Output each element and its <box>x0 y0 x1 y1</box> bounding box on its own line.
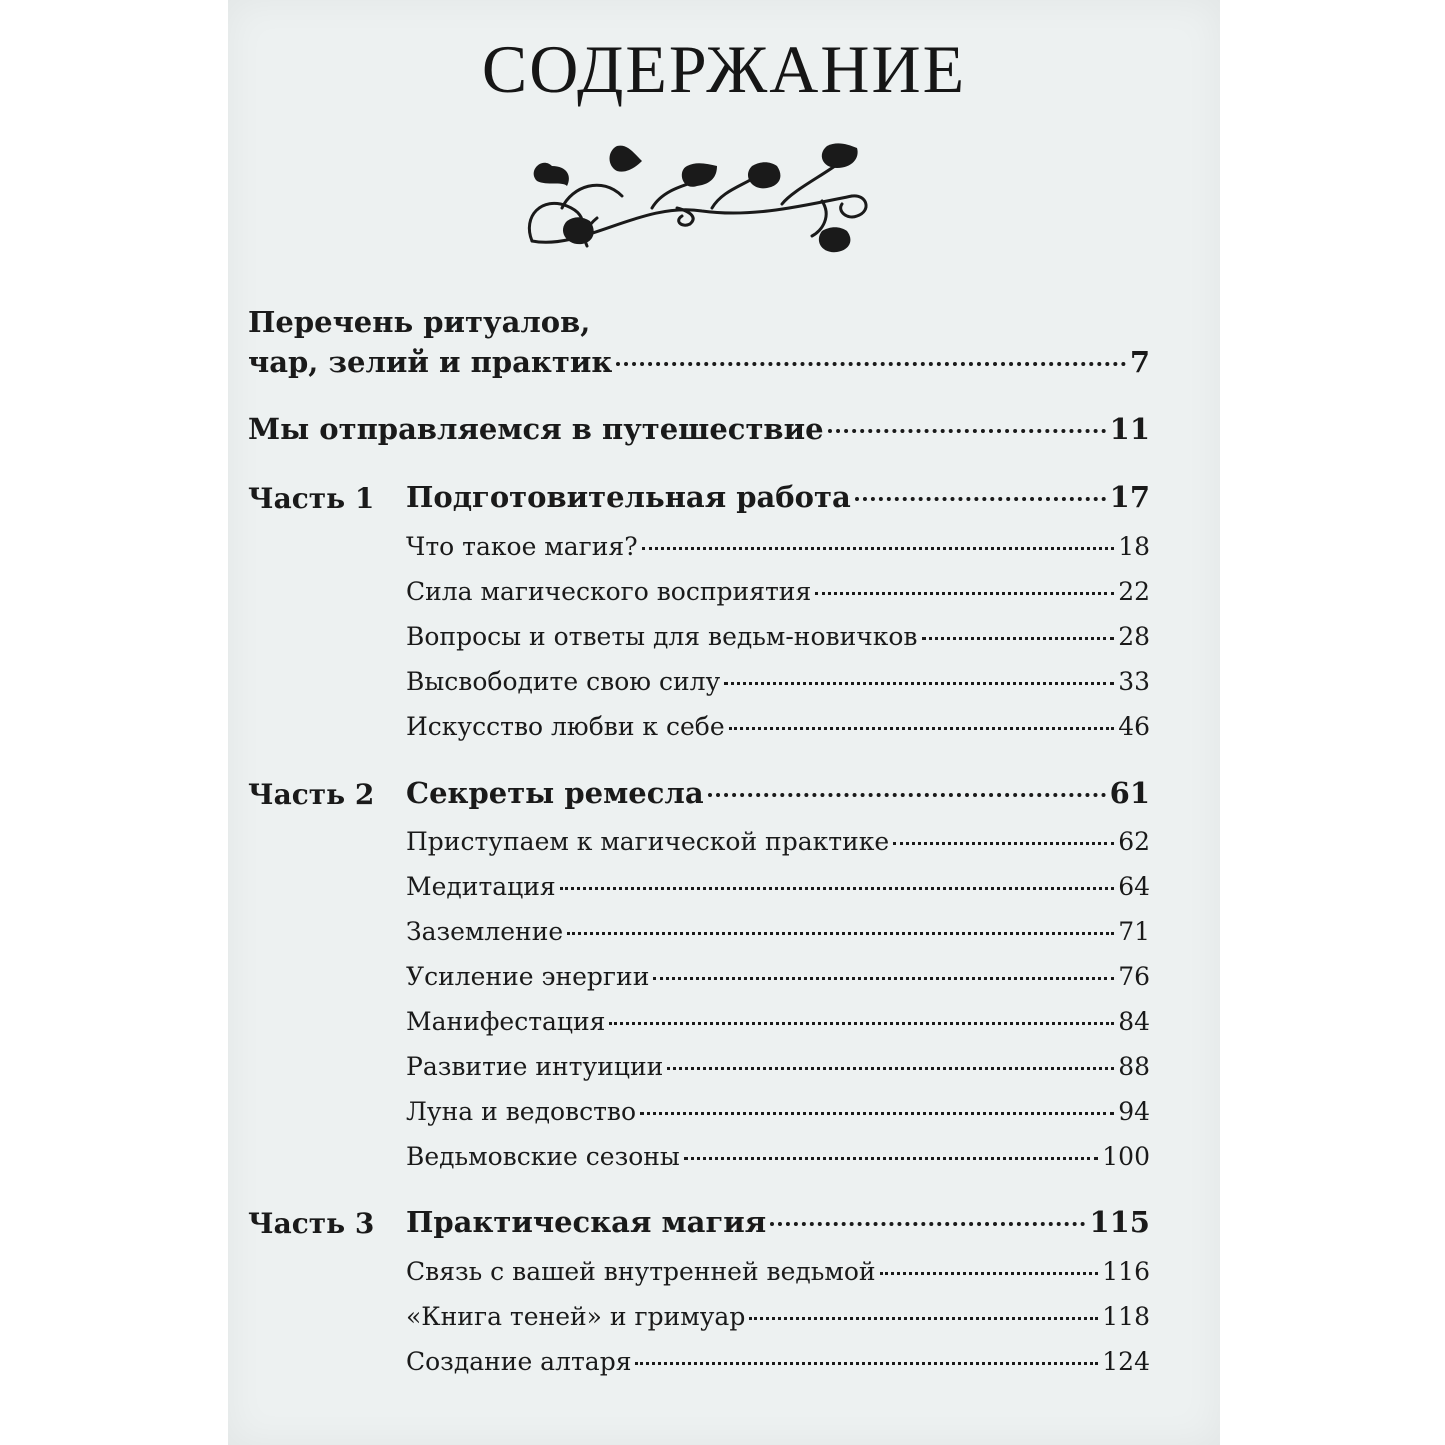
toc-entry-label: «Книга теней» и гримуар <box>406 1302 746 1331</box>
toc-page-number: 71 <box>1118 917 1150 946</box>
toc-entry-label: Усиление энергии <box>406 962 650 991</box>
toc-chapter <box>406 962 1150 991</box>
toc-page-number: 61 <box>1109 776 1150 810</box>
dot-leader <box>684 1157 1098 1160</box>
toc-chapter <box>406 1052 1150 1081</box>
toc-chapter <box>406 1142 1150 1171</box>
toc-page-number: 64 <box>1118 872 1150 901</box>
toc-entry-label: Что такое магия? <box>406 532 638 561</box>
toc-chapter <box>406 577 1150 606</box>
toc-entry-rituals-list-line2 <box>248 345 1150 379</box>
toc-chapter <box>406 872 1150 901</box>
page-title: СОДЕРЖАНИЕ <box>481 31 967 107</box>
toc-page-number: 76 <box>1118 962 1150 991</box>
dot-leader <box>653 977 1114 980</box>
book-page <box>228 0 1220 1445</box>
dot-leader <box>880 1272 1099 1275</box>
toc-chapter <box>406 1257 1150 1286</box>
toc-entry-label: Медитация <box>406 872 556 901</box>
dot-leader <box>642 547 1115 550</box>
toc-entry-label: Подготовительная работа <box>406 480 851 514</box>
toc-entry-label: Искусство любви к себе <box>406 712 725 741</box>
toc-chapter <box>406 1097 1150 1126</box>
dot-leader <box>828 429 1106 433</box>
toc-chapter <box>406 827 1150 856</box>
dot-leader <box>616 362 1126 366</box>
toc-page-number: 84 <box>1118 1007 1150 1036</box>
toc-chapter <box>406 622 1150 651</box>
toc-page-number: 17 <box>1109 480 1150 514</box>
toc-entry-label: Секреты ремесла <box>406 776 704 810</box>
toc-entry-label: Ведьмовские сезоны <box>406 1142 680 1171</box>
dot-leader <box>855 497 1106 501</box>
dot-leader <box>893 842 1114 845</box>
toc-entry-label: чар, зелий и практик <box>248 345 613 379</box>
dot-leader <box>922 637 1115 640</box>
dot-leader <box>640 1112 1114 1115</box>
toc-page-number: 100 <box>1102 1142 1150 1171</box>
dot-leader <box>815 592 1114 595</box>
toc-part-2-title <box>406 776 1150 810</box>
dot-leader <box>770 1222 1085 1226</box>
toc-entry-label: Луна и ведовство <box>406 1097 637 1126</box>
part-1-label: Часть 1 <box>248 482 375 515</box>
dot-leader <box>635 1362 1098 1365</box>
part-2-label: Часть 2 <box>248 778 375 811</box>
toc-page-number: 11 <box>1109 412 1150 446</box>
toc-chapter <box>406 712 1150 741</box>
toc-entry-label: Высвободите свою силу <box>406 667 721 696</box>
toc-entry-label: Вопросы и ответы для ведьм-новичков <box>406 622 918 651</box>
ivy-vine-ornament-icon <box>522 136 902 256</box>
toc-chapter <box>406 1007 1150 1036</box>
dot-leader <box>560 887 1114 890</box>
toc-page-number: 118 <box>1102 1302 1150 1331</box>
toc-chapter <box>406 1347 1150 1376</box>
toc-page-number: 18 <box>1118 532 1150 561</box>
toc-entry-journey <box>248 412 1150 446</box>
toc-entry-label: Связь с вашей внутренней ведьмой <box>406 1257 876 1286</box>
toc-page-number: 115 <box>1089 1205 1150 1239</box>
toc-chapter <box>406 1302 1150 1331</box>
toc-entry-label: Приступаем к магической практике <box>406 827 890 856</box>
toc-page-number: 94 <box>1118 1097 1150 1126</box>
dot-leader <box>567 932 1114 935</box>
toc-page-number: 28 <box>1118 622 1150 651</box>
toc-entry-label: Заземление <box>406 917 564 946</box>
toc-entry-label: Практическая магия <box>406 1205 767 1239</box>
toc-page-number: 22 <box>1118 577 1150 606</box>
toc-page-number: 116 <box>1102 1257 1150 1286</box>
toc-chapter <box>406 532 1150 561</box>
dot-leader <box>609 1022 1114 1025</box>
toc-entry-label: Создание алтаря <box>406 1347 632 1376</box>
part-3-label: Часть 3 <box>248 1207 375 1240</box>
toc-entry-rituals-list <box>248 305 1152 339</box>
toc-chapter <box>406 667 1150 696</box>
toc-page-number: 62 <box>1118 827 1150 856</box>
toc-entry-label: Развитие интуиции <box>406 1052 664 1081</box>
toc-chapter <box>406 917 1150 946</box>
dot-leader <box>724 682 1114 685</box>
toc-entry-label: Манифестация <box>406 1007 606 1036</box>
dot-leader <box>667 1067 1114 1070</box>
toc-page-number: 124 <box>1102 1347 1150 1376</box>
dot-leader <box>749 1317 1098 1320</box>
dot-leader <box>708 793 1106 797</box>
toc-entry-label: Сила магического восприятия <box>406 577 812 606</box>
toc-part-1-title <box>406 480 1150 514</box>
dot-leader <box>729 727 1115 730</box>
toc-page-number: 46 <box>1118 712 1150 741</box>
toc-page-number: 88 <box>1118 1052 1150 1081</box>
toc-entry-label: Мы отправляемся в путешествие <box>248 412 824 446</box>
toc-entry-label: Перечень ритуалов, <box>248 305 591 339</box>
toc-page-number: 33 <box>1118 667 1150 696</box>
toc-page-number: 7 <box>1129 345 1150 379</box>
toc-part-3-title <box>406 1205 1150 1239</box>
